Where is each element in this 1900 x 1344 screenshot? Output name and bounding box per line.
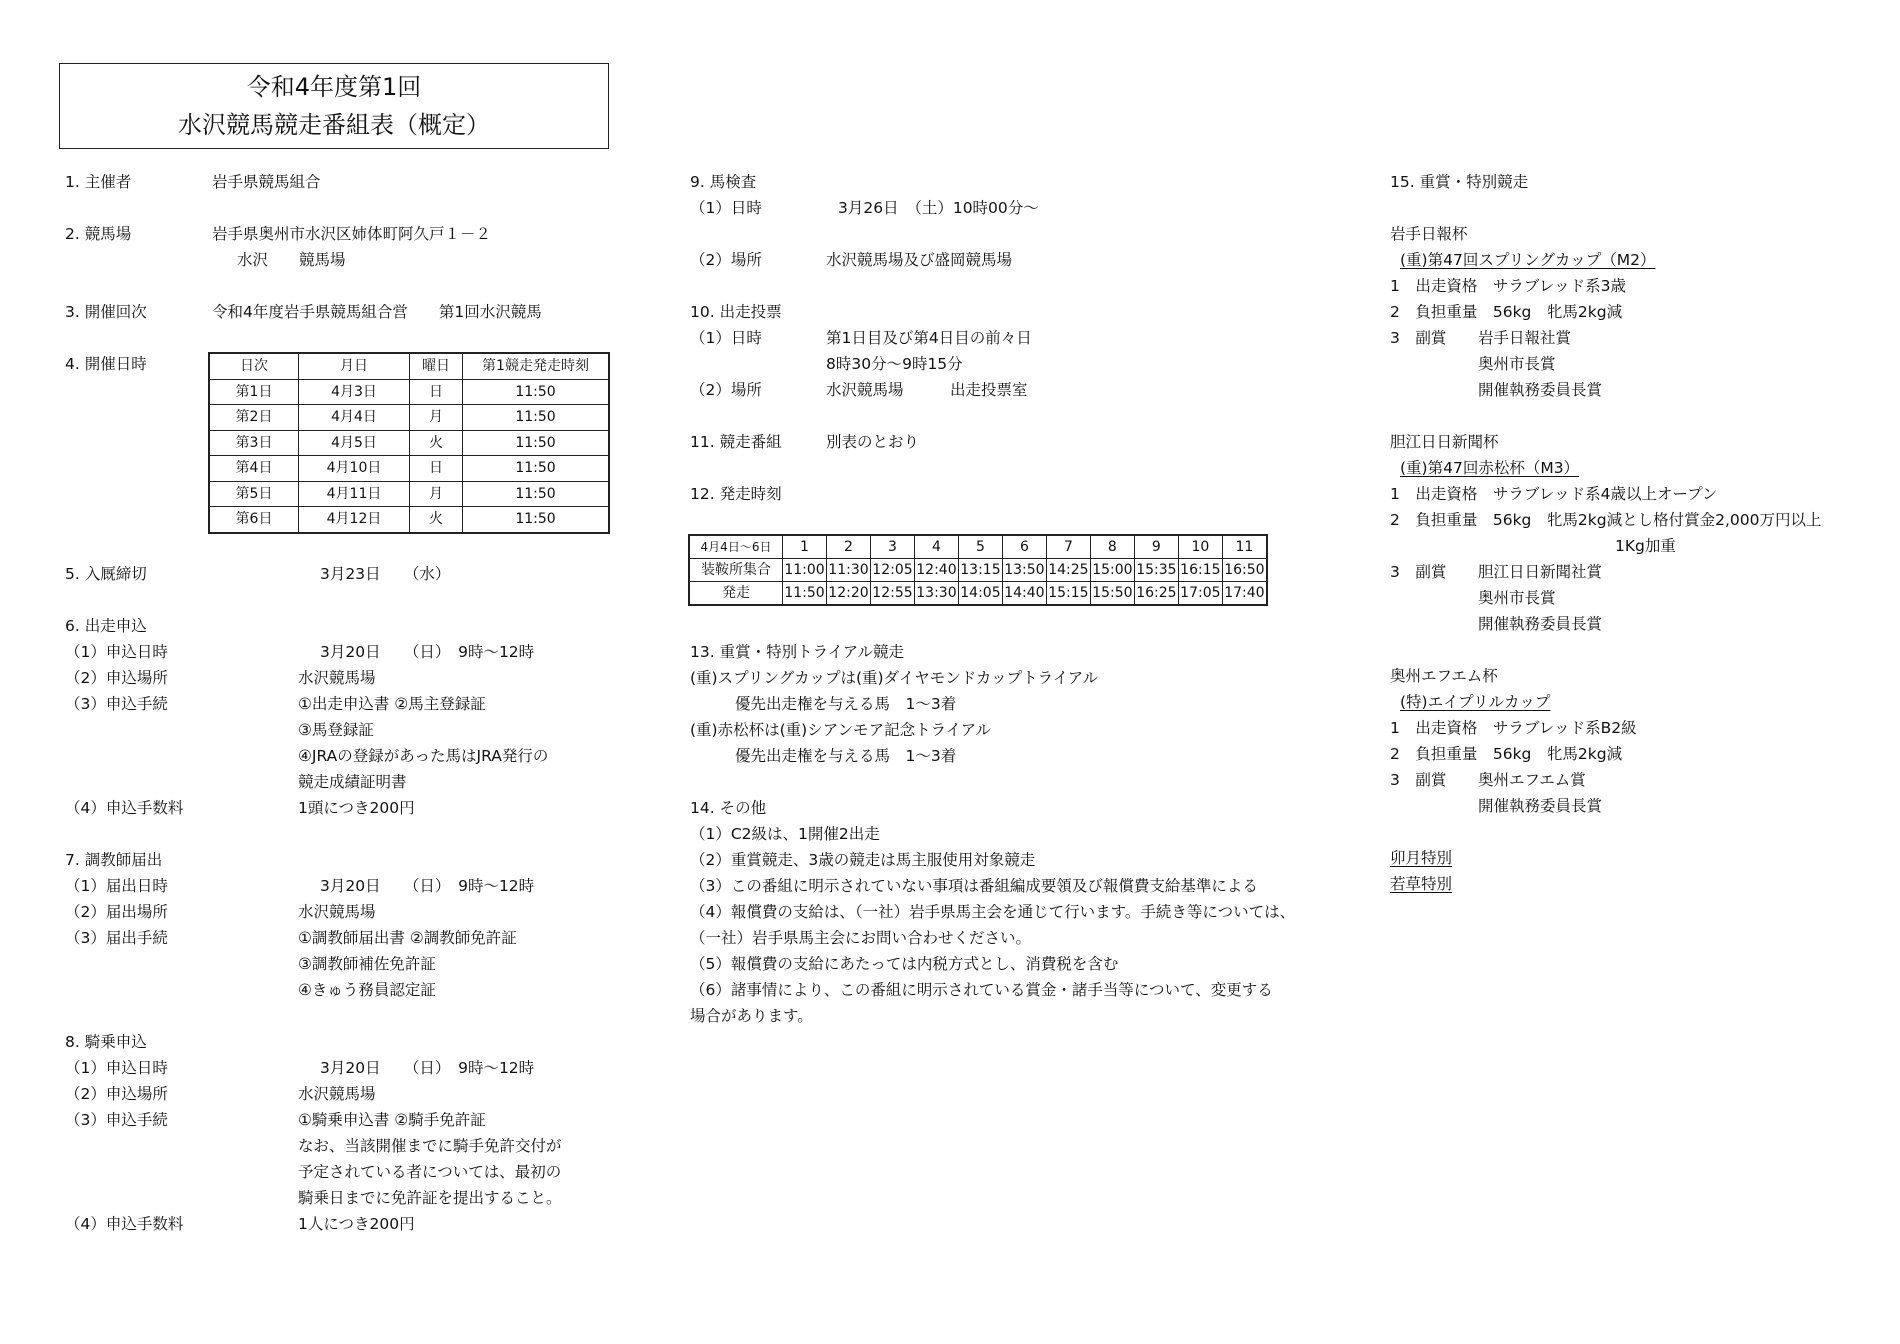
extra-race-2: 若草特別	[1390, 875, 1453, 893]
start-time: 14:05	[958, 582, 1002, 606]
schedule-row	[209, 456, 609, 482]
trainer-procedure-label: （3）届出手続	[65, 929, 168, 947]
section-trial-label: 13. 重賞・特別トライアル競走	[690, 643, 905, 661]
section-special-races-label: 15. 重賞・特別競走	[1390, 173, 1529, 191]
schedule-cell: 第2日	[209, 405, 299, 431]
race2-prize-3: 開催執務委員長賞	[1478, 615, 1603, 633]
gather-time: 12:05	[870, 559, 914, 582]
schedule-cell: 火	[410, 507, 463, 533]
race-number: 9	[1134, 535, 1178, 559]
schedule-cell: 月	[410, 481, 463, 507]
jockey-date-label: （1）申込日時	[65, 1059, 168, 1077]
start-time: 15:50	[1090, 582, 1134, 606]
jockey-procedure-label: （3）申込手続	[65, 1111, 168, 1129]
race1-prize-3: 開催執務委員長賞	[1478, 381, 1603, 399]
race2-prize-2: 奥州市長賞	[1478, 589, 1556, 607]
start-time: 14:40	[1002, 582, 1046, 606]
schedule-row	[209, 481, 609, 507]
section-jockey-label: 8. 騎乗申込	[65, 1033, 147, 1051]
trainer-date-label: （1）届出日時	[65, 877, 168, 895]
entry-fee-value: 1頭につき200円	[298, 799, 415, 817]
stable-deadline-value: 3月23日 （水）	[320, 565, 451, 583]
race1-prize-1: 岩手日報社賞	[1478, 329, 1572, 347]
trial-line-1: (重)スプリングカップは(重)ダイヤモンドカップトライアル	[690, 669, 1099, 687]
post-time-table	[688, 534, 1268, 606]
other-line: （5）報償費の支給にあたっては内税方式とし、消費税を含む	[690, 955, 1119, 973]
schedule-cell: 第1日	[209, 379, 299, 405]
schedule-cell: 11:50	[463, 405, 610, 431]
section-voting-label: 10. 出走投票	[690, 303, 782, 321]
inspection-place-value: 水沢競馬場及び盛岡競馬場	[826, 251, 1013, 269]
race-number: 1	[783, 535, 827, 559]
post-time-race-row	[689, 535, 1267, 559]
schedule-cell: 4月3日	[299, 379, 410, 405]
track-name: 水沢 競馬場	[237, 251, 346, 269]
title-line-1: 令和4年度第1回	[246, 73, 422, 101]
program-value: 別表のとおり	[826, 433, 920, 451]
track-address: 岩手県奥州市水沢区姉体町阿久戸１－２	[212, 225, 492, 243]
organizer-value: 岩手県競馬組合	[212, 173, 321, 191]
gather-time: 14:25	[1046, 559, 1090, 582]
race-number: 7	[1046, 535, 1090, 559]
schedule-cell: 11:50	[463, 456, 610, 482]
jockey-fee-value: 1人につき200円	[298, 1215, 415, 1233]
race3-weight: 2 負担重量 56kg 牝馬2kg減	[1390, 745, 1623, 763]
schedule-cell: 11:50	[463, 379, 610, 405]
schedule-cell: 第5日	[209, 481, 299, 507]
jockey-procedure-4: 騎乗日までに免許証を提出すること。	[298, 1189, 562, 1207]
race3-qualification: 1 出走資格 サラブレッド系B2級	[1390, 719, 1637, 737]
extra-race-1: 卯月特別	[1390, 849, 1453, 867]
gather-time: 16:15	[1178, 559, 1222, 582]
race2-weight-note: 1Kg加重	[1615, 537, 1676, 555]
schedule-row	[209, 430, 609, 456]
schedule-cell: 第3日	[209, 430, 299, 456]
gather-time: 13:50	[1002, 559, 1046, 582]
schedule-cell: 月	[410, 405, 463, 431]
jockey-procedure-3: 予定されている者については、最初の	[298, 1163, 562, 1181]
start-time: 17:05	[1178, 582, 1222, 606]
voting-date-value-1: 第1日目及び第4日目の前々日	[826, 329, 1032, 347]
section-inspection-label: 9. 馬検査	[690, 173, 757, 191]
schedule-row	[209, 379, 609, 405]
schedule-cell: 日	[410, 456, 463, 482]
voting-place-label: （2）場所	[690, 381, 762, 399]
voting-date-value-2: 8時30分～9時15分	[826, 355, 963, 373]
entry-procedure-4: 競走成績証明書	[298, 773, 407, 791]
inspection-date-label: （1）日時	[690, 199, 762, 217]
jockey-place-value: 水沢競馬場	[298, 1085, 376, 1103]
race1-prize-label: 3 副賞	[1390, 329, 1447, 347]
entry-procedure-2: ③馬登録証	[298, 721, 374, 739]
section-post-time-label: 12. 発走時刻	[690, 485, 782, 503]
post-time-corner: 4月4日～6日	[689, 535, 783, 559]
jockey-place-label: （2）申込場所	[65, 1085, 168, 1103]
section-other-label: 14. その他	[690, 799, 767, 817]
race2-weight: 2 負担重量 56kg 牝馬2kg減とし格付賞金2,000万円以上	[1390, 511, 1822, 529]
jockey-fee-label: （4）申込手数料	[65, 1215, 184, 1233]
trial-line-2: 優先出走権を与える馬 1～3着	[735, 695, 957, 713]
other-line: （6）諸事情により、この番組に明示されている賞金・諸手当等について、変更する	[690, 981, 1273, 999]
schedule-cell: 第4日	[209, 456, 299, 482]
start-time: 12:55	[870, 582, 914, 606]
race-number: 3	[870, 535, 914, 559]
trial-line-3: (重)赤松杯は(重)シアンモア記念トライアル	[690, 721, 992, 739]
start-row-label: 発走	[689, 582, 783, 606]
race2-qualification: 1 出走資格 サラブレッド系4歳以上オープン	[1390, 485, 1718, 503]
trainer-procedure-1: ①調教師届出書 ②調教師免許証	[298, 929, 517, 947]
schedule-cell: 11:50	[463, 430, 610, 456]
entry-procedure-1: ①出走申込書 ②馬主登録証	[298, 695, 486, 713]
section-trainer-label: 7. 調教師届出	[65, 851, 163, 869]
voting-date-label: （1）日時	[690, 329, 762, 347]
jockey-procedure-2: なお、当該開催までに騎手免許交付が	[298, 1137, 562, 1155]
start-time: 16:25	[1134, 582, 1178, 606]
other-line: （4）報償費の支給は、（一社）岩手県馬主会を通じて行います。手続き等については、	[690, 903, 1296, 921]
inspection-date-value: 3月26日 （土）10時00分～	[838, 199, 1039, 217]
race1-prize-2: 奥州市長賞	[1478, 355, 1556, 373]
schedule-cell: 11:50	[463, 507, 610, 533]
race-number: 5	[958, 535, 1002, 559]
jockey-procedure-1: ①騎乗申込書 ②騎手免許証	[298, 1111, 486, 1129]
race1-weight: 2 負担重量 56kg 牝馬2kg減	[1390, 303, 1623, 321]
start-time: 13:30	[914, 582, 958, 606]
session-value: 令和4年度岩手県競馬組合営 第1回水沢競馬	[212, 303, 542, 321]
race2-name: (重)第47回赤松杯（M3）	[1400, 459, 1580, 477]
section-track-label: 2. 競馬場	[65, 225, 132, 243]
other-line: （2）重賞競走、3歳の競走は馬主服使用対象競走	[690, 851, 1036, 869]
race3-name: (特)エイプリルカップ	[1400, 693, 1551, 711]
gather-time: 11:30	[826, 559, 870, 582]
race3-prize-2: 開催執務委員長賞	[1478, 797, 1603, 815]
entry-date-label: （1）申込日時	[65, 643, 168, 661]
race2-prize-1: 胆江日日新聞社賞	[1478, 563, 1603, 581]
other-line: （一社）岩手県馬主会にお問い合わせください。	[690, 929, 1032, 947]
trainer-procedure-2: ③調教師補佐免許証	[298, 955, 436, 973]
gather-time: 15:00	[1090, 559, 1134, 582]
other-line: （3）この番組に明示されていない事項は番組編成要領及び報償費支給基準による	[690, 877, 1258, 895]
document-title-box	[59, 63, 609, 149]
inspection-place-label: （2）場所	[690, 251, 762, 269]
jockey-date-value: 3月20日 （日） 9時～12時	[320, 1059, 535, 1077]
entry-place-label: （2）申込場所	[65, 669, 168, 687]
section-session-label: 3. 開催回次	[65, 303, 147, 321]
entry-procedure-label: （3）申込手続	[65, 695, 168, 713]
schedule-header-date: 月日	[299, 353, 410, 379]
section-organizer-label: 1. 主催者	[65, 173, 132, 191]
race3-sponsor: 奥州エフエム杯	[1390, 667, 1498, 685]
race-number: 10	[1178, 535, 1222, 559]
gather-time: 12:40	[914, 559, 958, 582]
race1-sponsor: 岩手日報杯	[1390, 225, 1468, 243]
voting-place-value: 水沢競馬場 出走投票室	[826, 381, 1028, 399]
trial-line-4: 優先出走権を与える馬 1～3着	[735, 747, 957, 765]
entry-date-value: 3月20日 （日） 9時～12時	[320, 643, 535, 661]
trainer-place-value: 水沢競馬場	[298, 903, 376, 921]
race1-name: (重)第47回スプリングカップ（M2）	[1400, 251, 1656, 269]
entry-fee-label: （4）申込手数料	[65, 799, 184, 817]
gather-time: 16:50	[1222, 559, 1267, 582]
race-number: 4	[914, 535, 958, 559]
schedule-row	[209, 507, 609, 533]
schedule-cell: 4月11日	[299, 481, 410, 507]
gather-time: 11:00	[783, 559, 827, 582]
schedule-cell: 火	[410, 430, 463, 456]
entry-place-value: 水沢競馬場	[298, 669, 376, 687]
schedule-cell: 4月5日	[299, 430, 410, 456]
section-stable-deadline-label: 5. 入厩締切	[65, 565, 147, 583]
section-dates-label: 4. 開催日時	[65, 355, 147, 373]
schedule-cell: 第6日	[209, 507, 299, 533]
schedule-row	[209, 405, 609, 431]
race3-prize-label: 3 副賞	[1390, 771, 1447, 789]
race-number: 6	[1002, 535, 1046, 559]
schedule-cell: 日	[410, 379, 463, 405]
post-time-start-row	[689, 582, 1267, 606]
start-time: 17:40	[1222, 582, 1267, 606]
entry-procedure-3: ④JRAの登録があった馬はJRA発行の	[298, 747, 549, 765]
start-time: 15:15	[1046, 582, 1090, 606]
trainer-place-label: （2）届出場所	[65, 903, 168, 921]
race1-qualification: 1 出走資格 サラブレッド系3歳	[1390, 277, 1626, 295]
schedule-cell: 4月12日	[299, 507, 410, 533]
start-time: 12:20	[826, 582, 870, 606]
other-line: （1）C2級は、1開催2出走	[690, 825, 880, 843]
schedule-header-first-post: 第1競走発走時刻	[463, 353, 610, 379]
schedule-header-row	[209, 353, 609, 379]
post-time-gather-row	[689, 559, 1267, 582]
schedule-cell: 4月4日	[299, 405, 410, 431]
schedule-cell: 4月10日	[299, 456, 410, 482]
title-line-2: 水沢競馬競走番組表（概定）	[178, 111, 490, 139]
race2-prize-label: 3 副賞	[1390, 563, 1447, 581]
section-program-label: 11. 競走番組	[690, 433, 782, 451]
gather-time: 13:15	[958, 559, 1002, 582]
trainer-procedure-3: ④きゅう務員認定証	[298, 981, 436, 999]
schedule-header-weekday: 曜日	[410, 353, 463, 379]
schedule-header-day: 日次	[209, 353, 299, 379]
trainer-date-value: 3月20日 （日） 9時～12時	[320, 877, 535, 895]
race-number: 8	[1090, 535, 1134, 559]
race3-prize-1: 奥州エフエム賞	[1478, 771, 1586, 789]
schedule-table	[208, 352, 610, 534]
start-time: 11:50	[783, 582, 827, 606]
other-line: 場合があります。	[690, 1007, 813, 1025]
race-number: 2	[826, 535, 870, 559]
gather-row-label: 装鞍所集合	[689, 559, 783, 582]
section-entry-label: 6. 出走申込	[65, 617, 147, 635]
race-number: 11	[1222, 535, 1267, 559]
schedule-cell: 11:50	[463, 481, 610, 507]
gather-time: 15:35	[1134, 559, 1178, 582]
race2-sponsor: 胆江日日新聞杯	[1390, 433, 1499, 451]
